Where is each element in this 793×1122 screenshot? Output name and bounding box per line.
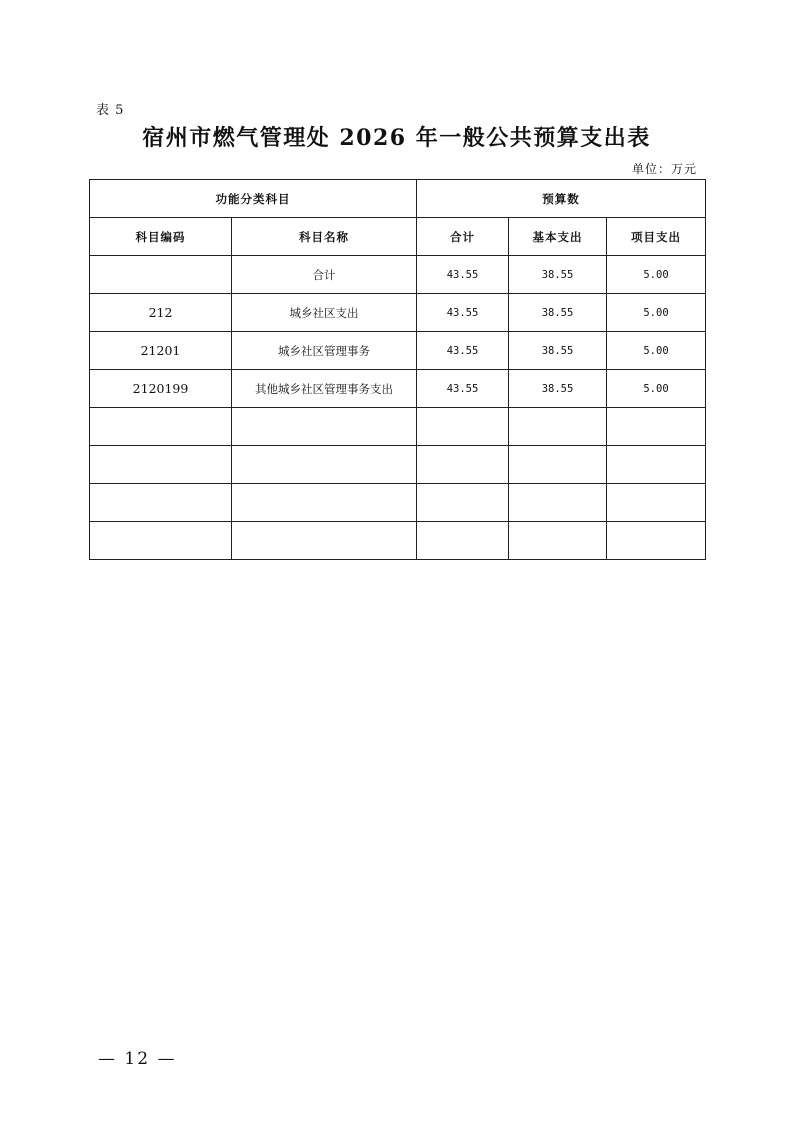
- project-expenditure-cell: 5.00: [607, 332, 706, 370]
- subject-name-cell: 合计: [232, 256, 417, 294]
- table-row: [90, 294, 706, 332]
- basic-expenditure-cell: [509, 484, 607, 522]
- total-cell: 43.55: [417, 294, 509, 332]
- document-title: 宿州市燃气管理处 2026 年一般公共预算支出表: [142, 125, 651, 151]
- subject-code-cell: [90, 408, 232, 446]
- table-label: 表 5: [96, 103, 125, 118]
- project-expenditure-cell: [607, 522, 706, 560]
- basic-expenditure-cell: 38.55: [509, 370, 607, 408]
- subject-name-cell: 城乡社区管理事务: [232, 332, 417, 370]
- subject-name-cell: [232, 446, 417, 484]
- table-row: [90, 370, 706, 408]
- basic-expenditure-cell: [509, 446, 607, 484]
- table-row: [90, 484, 706, 522]
- basic-expenditure-cell: [509, 408, 607, 446]
- total-cell: [417, 408, 509, 446]
- subject-code-header: 科目编码: [90, 218, 232, 256]
- subject-code-cell: [90, 484, 232, 522]
- total-cell: [417, 484, 509, 522]
- project-expenditure-cell: 5.00: [607, 256, 706, 294]
- table-row: [90, 256, 706, 294]
- total-cell: 43.55: [417, 370, 509, 408]
- column-header-row: [90, 218, 706, 256]
- total-cell: 43.55: [417, 256, 509, 294]
- project-expenditure-header: 项目支出: [607, 218, 706, 256]
- basic-expenditure-header: 基本支出: [509, 218, 607, 256]
- group-header-row: [90, 180, 706, 218]
- table-row: [90, 408, 706, 446]
- subject-name-header: 科目名称: [232, 218, 417, 256]
- project-expenditure-cell: 5.00: [607, 294, 706, 332]
- subject-name-cell: [232, 408, 417, 446]
- basic-expenditure-cell: 38.55: [509, 294, 607, 332]
- table-row: [90, 446, 706, 484]
- basic-expenditure-cell: 38.55: [509, 332, 607, 370]
- basic-expenditure-cell: 38.55: [509, 256, 607, 294]
- project-expenditure-cell: 5.00: [607, 370, 706, 408]
- total-header: 合计: [417, 218, 509, 256]
- total-cell: [417, 522, 509, 560]
- table-row: [90, 332, 706, 370]
- unit-label: 单位：万元: [631, 162, 697, 176]
- subject-name-cell: 其他城乡社区管理事务支出: [232, 370, 417, 408]
- subject-code-cell: 21201: [90, 332, 232, 370]
- subject-name-cell: 城乡社区支出: [232, 294, 417, 332]
- basic-expenditure-cell: [509, 522, 607, 560]
- subject-code-cell: 212: [90, 294, 232, 332]
- total-cell: 43.55: [417, 332, 509, 370]
- project-expenditure-cell: [607, 484, 706, 522]
- subject-name-cell: [232, 522, 417, 560]
- project-expenditure-cell: [607, 408, 706, 446]
- subject-code-cell: [90, 256, 232, 294]
- page-number: — 12 —: [98, 1049, 177, 1069]
- subject-name-cell: [232, 484, 417, 522]
- budget-expenditure-table: [89, 179, 706, 560]
- total-cell: [417, 446, 509, 484]
- subject-code-cell: [90, 522, 232, 560]
- budget-amount-header: 预算数: [417, 180, 706, 218]
- table-row: [90, 522, 706, 560]
- subject-code-cell: [90, 446, 232, 484]
- project-expenditure-cell: [607, 446, 706, 484]
- subject-code-cell: 2120199: [90, 370, 232, 408]
- functional-classification-header: 功能分类科目: [90, 180, 417, 218]
